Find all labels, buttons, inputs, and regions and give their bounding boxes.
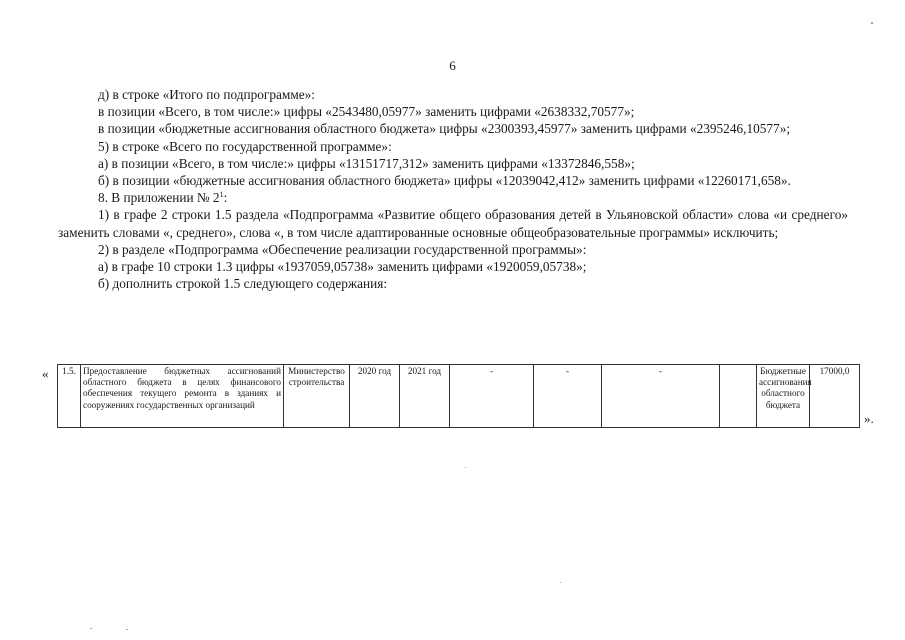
cell-start-year: 2020 год — [350, 365, 400, 428]
cell-measure-name: Предоставление бюджетных ассигнований областного бюджета в целях финансового обеспечения текущего ремонта в зданиях и сооружениях государственных организаций — [81, 365, 284, 428]
paragraph-b-add-row: б) дополнить строкой 1.5 следующего содержания: — [98, 276, 388, 292]
closing-quote: ». — [864, 411, 874, 426]
paragraph-2-section: 2) в разделе «Подпрограмма «Обеспечение реализации государственной программы»: — [98, 241, 587, 257]
paragraph-vsego-itogo: в позиции «Всего, в том числе:» цифры «2543480,05977» заменить цифрами «2638332,70577»; — [98, 104, 635, 120]
cell-column-8: - — [602, 365, 720, 428]
paragraph-8-appendix — [58, 189, 848, 206]
scan-speck — [560, 582, 561, 583]
paragraph-budget-itogo: в позиции «бюджетные ассигнования областного бюджета» цифры «2300393,45977» заменить цифрами «2395246,10577»; — [98, 121, 791, 137]
cell-end-year: 2021 год — [400, 365, 450, 428]
cell-column-7: - — [534, 365, 602, 428]
paragraph-d-itogo: д) в строке «Итого по подпрограмме»: — [98, 87, 316, 102]
cell-row-number: 1.5. — [58, 365, 81, 428]
scan-speck — [465, 467, 466, 468]
page-number: 6 — [449, 58, 456, 73]
paragraph-b-budget-program: б) в позиции «бюджетные ассигнования областного бюджета» цифры «12039042,412» заменить цифрами «12260171,658». — [98, 173, 791, 189]
cell-column-6: - — [450, 365, 534, 428]
scan-speck — [871, 22, 873, 24]
scan-speck — [126, 629, 128, 630]
paragraph-a-column-10: а) в графе 10 строки 1.3 цифры «1937059,05738» заменить цифрами «1920059,05738»; — [98, 259, 587, 275]
paragraph-a-vsego-program: а) в позиции «Всего, в том числе:» цифры «13151717,312» заменить цифрами «13372846,558»; — [98, 155, 635, 171]
cell-column-9 — [720, 365, 757, 428]
paragraph-1-column-2: 1) в графе 2 строки 1.5 раздела «Подпрограмма «Развитие общего образования детей в Ульяновской области» слова «и среднего» заменить словами «, среднего», слова «, в том числе адаптированные основные общеобразовательные программы» исключить; — [58, 207, 848, 240]
table-row — [58, 365, 860, 428]
opening-quote: « — [42, 366, 49, 381]
cell-funding-source: Бюджетные ассигнования областного бюджета — [757, 365, 810, 428]
inserted-row-table — [57, 364, 860, 428]
scan-speck — [90, 628, 92, 629]
cell-amount: 17000,0 — [810, 365, 860, 428]
appendix-suffix: : — [223, 190, 228, 206]
appendix-text: 8. В приложении № 2 — [98, 190, 220, 206]
document-body — [58, 86, 848, 292]
appendix-superscript: 1 — [219, 190, 224, 200]
cell-executor: Министерство строительства — [284, 365, 350, 428]
paragraph-5-vsego-program: 5) в строке «Всего по государственной программе»: — [98, 138, 392, 154]
